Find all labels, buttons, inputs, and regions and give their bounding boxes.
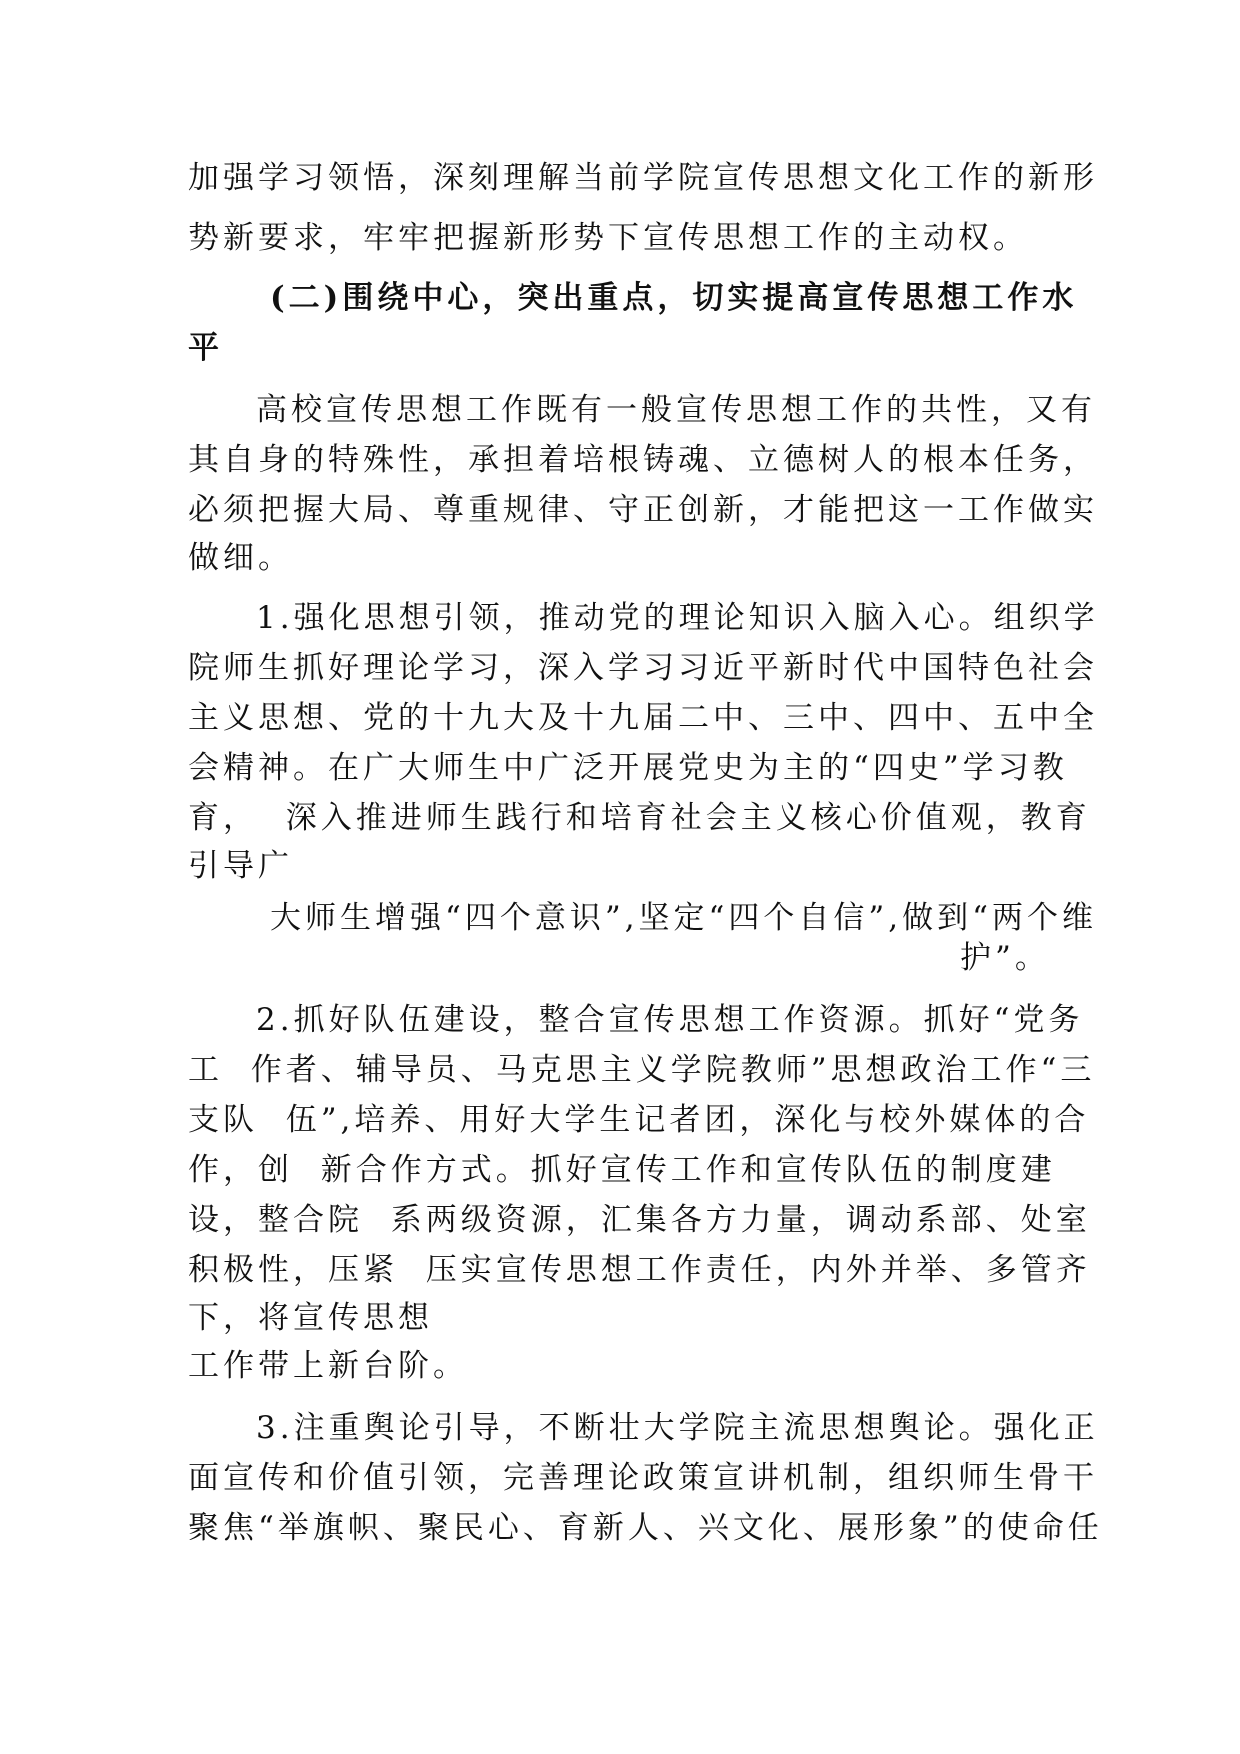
text-line: 势新要求，牢牢把握新形势下宣传思想工作的主动权。 [188,220,1028,256]
text-line: 支队 伍”,培养、用好大学生记者团，深化与校外媒体的合 [188,1102,1090,1138]
text-line: 设，整合院 系两级资源，汇集各方力量，调动系部、处室 [188,1202,1091,1238]
heading-line: 平 [188,330,223,366]
text-line: 院师生抓好理论学习，深入学习习近平新时代中国特色社会 [188,650,1098,686]
text-line: 1.强化思想引领，推动党的理论知识入脑入心。组织学 [256,600,1099,636]
text-line: 做细。 [188,540,293,576]
text-line: 会精神。在广大师生中广泛开展党史为主的“四史”学习教 [188,750,1068,786]
text-line: 积极性，压紧 压实宣传思想工作责任，内外并举、多管齐 [188,1252,1091,1288]
text-line: 作，创 新合作方式。抓好宣传工作和宣传队伍的制度建 [188,1152,1056,1188]
text-line: 护”。 [960,940,1050,976]
text-line: 大师生增强“四个意识”,坚定“四个自信”,做到“两个维 [270,900,1097,936]
text-line: 育， 深入推进师生践行和培育社会主义核心价值观，教育 [188,800,1091,836]
text-line: 下，将宣传思想 [188,1300,433,1336]
text-line: 其自身的特殊性，承担着培根铸魂、立德树人的根本任务， [188,442,1098,478]
text-line: 高校宣传思想工作既有一般宣传思想工作的共性，又有 [256,392,1096,428]
text-line: 3.注重舆论引导，不断壮大学院主流思想舆论。强化正 [256,1410,1099,1446]
text-line: 必须把握大局、尊重规律、守正创新，才能把这一工作做实 [188,492,1098,528]
text-line: 引导广 [188,848,293,884]
text-line: 2.抓好队伍建设，整合宣传思想工作资源。抓好“党务 [256,1002,1084,1038]
heading-line: (二)围绕中心，突出重点，切实提高宣传思想工作水 [270,280,1078,316]
text-line: 工作带上新台阶。 [188,1348,468,1384]
text-line: 主义思想、党的十九大及十九届二中、三中、四中、五中全 [188,700,1098,736]
text-line: 加强学习领悟，深刻理解当前学院宣传思想文化工作的新形 [188,160,1098,196]
text-line: 工 作者、辅导员、马克思主义学院教师”思想政治工作“三 [188,1052,1096,1088]
text-line: 面宣传和价值引领，完善理论政策宣讲机制，组织师生骨干 [188,1460,1098,1496]
text-line: 聚焦“举旗帜、聚民心、育新人、兴文化、展形象”的使命任 [188,1510,1103,1546]
